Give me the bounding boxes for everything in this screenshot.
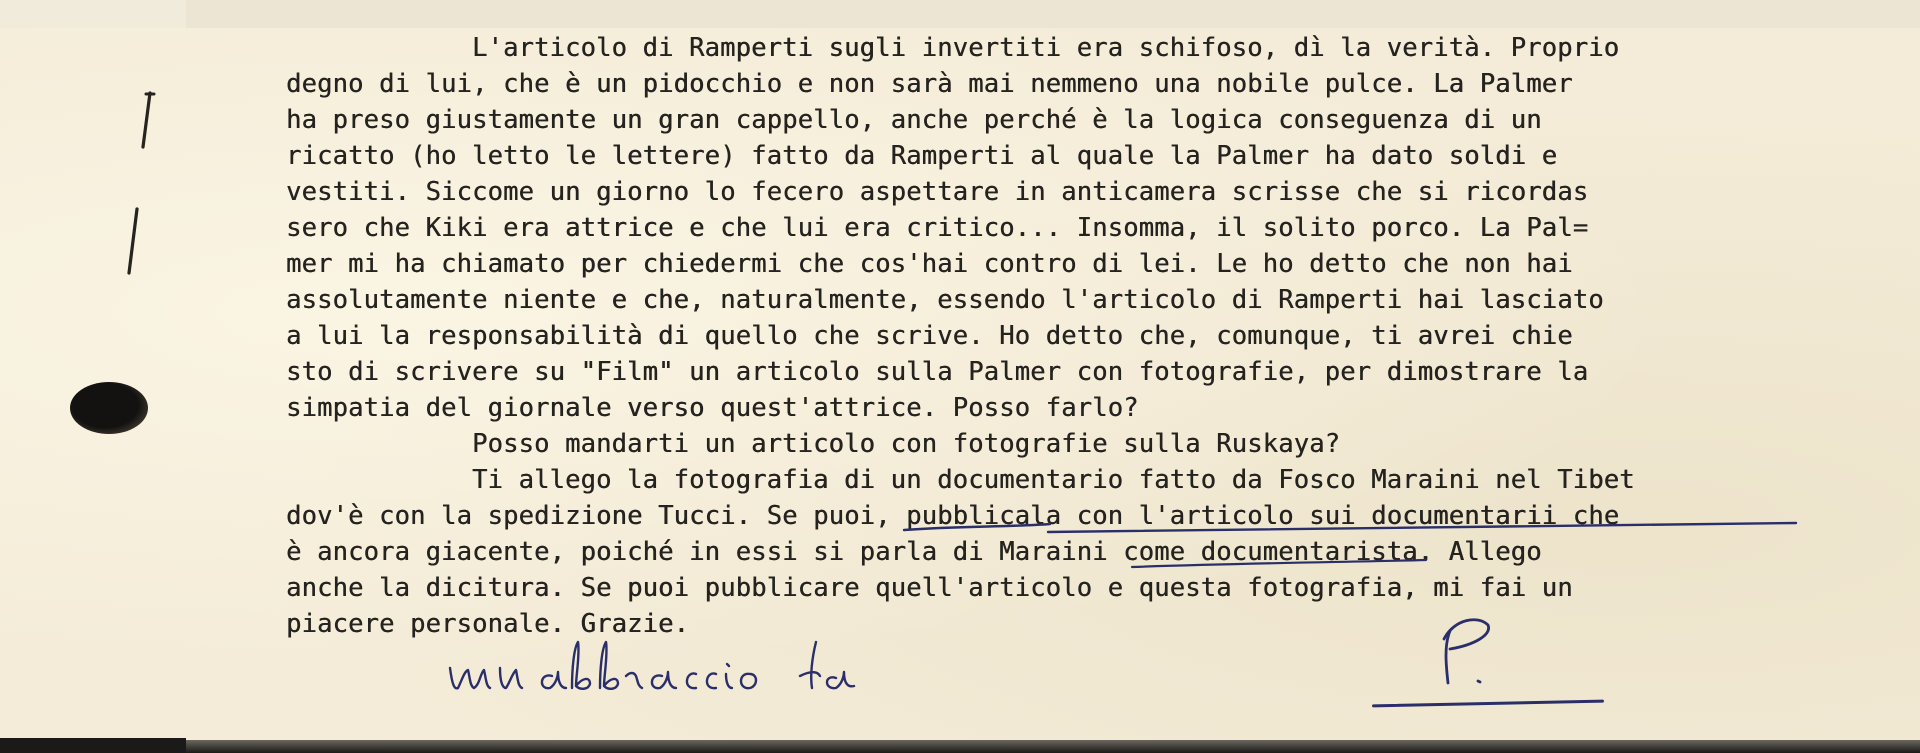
text-line: sero che Kiki era attrice e che lui era critico... Insomma, il solito porco. La Pal=: [286, 213, 1589, 243]
text-line: sto di scrivere su "Film" un articolo sulla Palmer con fotografie, per dimostrare la: [286, 357, 1589, 387]
handwritten-closing: [440, 628, 940, 708]
signature-initial: [1420, 605, 1530, 690]
bottom-shadow: [0, 740, 1920, 753]
text-line: mer mi ha chiamato per chiedermi che cos'hai contro di lei. Le ho detto che non hai: [286, 249, 1573, 279]
text-line: anche la dicitura. Se puoi pubblicare quell'articolo e questa fotografia, mi fai un: [286, 573, 1573, 603]
text-line: L'articolo di Ramperti sugli invertiti era schifoso, dì la verità. Proprio: [472, 33, 1620, 63]
text-line: a lui la responsabilità di quello che scrive. Ho detto che, comunque, ti avrei chie: [286, 321, 1573, 351]
text-line: dov'è con la spedizione Tucci. Se puoi, pubblicala con l'articolo sui documentarii che: [286, 501, 1620, 531]
text-line: assolutamente niente e che, naturalmente, essendo l'articolo di Ramperti hai lasciato: [286, 285, 1604, 315]
text-line: ricatto (ho letto le lettere) fatto da Ramperti al quale la Palmer ha dato soldi e: [286, 141, 1558, 171]
text-line: vestiti. Siccome un giorno lo fecero aspettare in anticamera scrisse che si ricordas: [286, 177, 1589, 207]
text-line: degno di lui, che è un pidocchio e non sarà mai nemmeno una nobile pulce. La Palmer: [286, 69, 1573, 99]
text-line: piacere personale. Grazie.: [286, 609, 690, 639]
bottom-left-tab: [0, 738, 186, 753]
text-line: è ancora giacente, poiché in essi si parla di Maraini come documentarista. Allego: [286, 537, 1542, 567]
text-line: Posso mandarti un articolo con fotografie sulla Ruskaya?: [472, 429, 1341, 459]
text-line: simpatia del giornale verso quest'attrice. Posso farlo?: [286, 393, 1139, 423]
text-line: Ti allego la fotografia di un documentario fatto da Fosco Maraini nel Tibet: [472, 465, 1635, 495]
text-line: ha preso giustamente un gran cappello, anche perché è la logica conseguenza di un: [286, 105, 1542, 135]
